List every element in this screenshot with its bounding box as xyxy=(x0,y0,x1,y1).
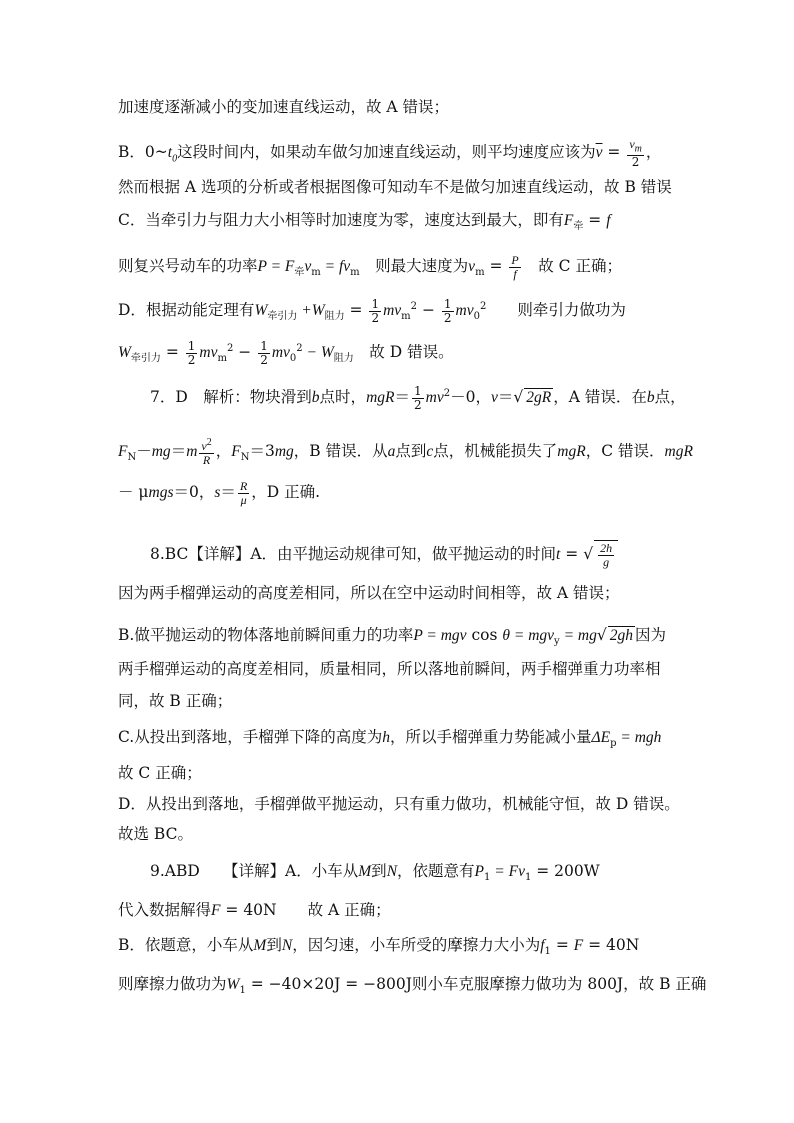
fraction: $\frac{v^2}{R}$ xyxy=(201,437,212,467)
text-line-8: 7．D 解析：物块滑到b点时，mgR＝ $\frac{1}{2}$ $mv^2-0$，v＝√ 2gR ，A 错误．在b点， xyxy=(150,384,686,412)
text-line-11: 8.BC【详解】A．由平抛运动规律可知，做平抛运动的时间t = √ $\frac{2h}{g}$ xyxy=(150,540,618,568)
text-line-13: B.做平抛运动的物体落地前瞬间重力的功率P = mgv cos θ = mgv$_y$ = mg√ 2gh 因为 xyxy=(118,626,667,648)
fraction: $\frac{P}{f}$ xyxy=(511,253,519,281)
text-line-3: 然而根据 A 选项的分析或者根据图像可知动车不是做匀加速直线运动，故 B 错误 xyxy=(118,178,672,196)
fraction: $\frac{1}{2}$ xyxy=(260,339,268,367)
fraction: $\frac{2h}{g}$ xyxy=(600,541,613,569)
text-line-10: － μmgs＝0，s＝ $\frac{R}{\mu}$ ，D 正确. xyxy=(118,479,321,507)
text-line-20: 9.ABD 【详解】A．小车从M到N，依题意有$P_1 = Fv_1 = 200W$ xyxy=(150,862,600,884)
text-line-4: C．当牵引力与阻力大小相等时加速度为零，速度达到最大，即有$F_牵 = f$ xyxy=(118,211,611,233)
text-line-2: B．$0\sim t_0$这段时间内，如果动车做匀加速直线运动，则平均速度应该为$\overline{v}$ = $\frac{v_m}{2}$ ， xyxy=(118,137,662,169)
text-line-19: 故选 BC。 xyxy=(118,825,193,843)
text-line-1: 加速度逐渐减小的变加速直线运动，故 A 错误； xyxy=(118,98,450,116)
text-line-12: 因为两手榴弹运动的高度差相同，所以在空中运动时间相等，故 A 错误； xyxy=(118,584,620,602)
fraction: $\frac{1}{2}$ xyxy=(414,384,422,412)
fraction: $\frac{1}{2}$ xyxy=(371,297,380,325)
text-line-14: 两手榴弹运动的高度差相同，质量相同，所以落地前瞬间，两手榴弹重力功率相 xyxy=(118,660,661,678)
fraction: $\frac{1}{2}$ xyxy=(443,297,452,325)
text-line-17: 故 C 正确； xyxy=(118,764,202,782)
text-line-16: C.从投出到落地，手榴弹下降的高度为h，所以手榴弹重力势能减小量$\Delta E_p$ = mgh xyxy=(118,728,662,750)
text-line-18: D．从投出到落地，手榴弹做平抛运动，只有重力做功，机械能守恒，故 D 错误。 xyxy=(118,795,680,813)
fraction: $\frac{R}{\mu}$ xyxy=(239,479,248,507)
fraction: $\frac{1}{2}$ xyxy=(187,339,196,367)
text-line-23: 则摩擦力做功为$W_1 = -40\times 20J = -800J$则小车克服摩擦力做功为 800J，故 B 正确 xyxy=(118,975,707,997)
text-line-9: $F_N-mg=m$ $\frac{v^2}{R}$ ，$F_N=3mg$，B 错误．从a点到c点，机械能损失了mgR，C 错误．mgR xyxy=(118,437,693,467)
text-line-6: D．根据动能定理有$W_{牵引力} +W_{阻力}$ = $\frac{1}{2}$ $mv_m^2$ − $\frac{1}{2}$ $mv_0^2$ 则牵引力做功为 xyxy=(118,297,626,325)
text-line-15: 同，故 B 正确； xyxy=(118,692,233,710)
text-line-7: $W_{牵引力}$ = $\frac{1}{2}$ $mv_m^2$ − $\frac{1}{2}$ $mv_0^2 - W_{阻力}$ 故 D 错误。 xyxy=(118,339,454,367)
text-line-21: 代入数据解得F = 40N 故 A 正确； xyxy=(118,901,391,919)
text-line-5: 则复兴号动车的功率$P = F_牵v_m = fv_m$ 则最大速度为$v_m$ = $\frac{P}{f}$ 故 C 正确； xyxy=(118,253,622,281)
text-line-22: B．依题意，小车从M到N，因匀速，小车所受的摩擦力大小为$f_1 = F = 40N$ xyxy=(118,936,640,958)
fraction: $\frac{v_m}{2}$ xyxy=(629,137,642,169)
